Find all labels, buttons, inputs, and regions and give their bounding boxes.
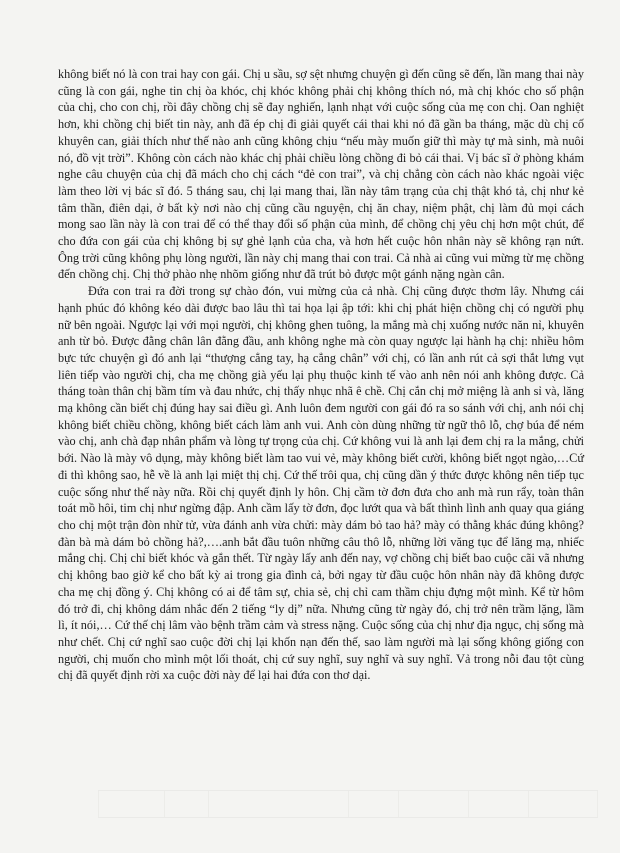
paragraph-2: Đứa con trai ra đời trong sự chào đón, vui mừng của cả nhà. Chị cũng được thơm lây. Nhưng cái hạnh phúc đó không kéo dài được bao lâu thì tai họa lại ập tới: khi chị phát hiện chồng chị có người phụ nữ bên ngoài. Ngược lại với mọi người, chị không ghen tuông, la mắng mà chị xuống nước năn nỉ, khuyên anh từ bỏ. Được đằng chân lân đằng đầu, anh không nghe mà còn quay ngược lại hành hạ chị: nhiều hôm bực tức chuyện gì đó anh lại “thượng cẳng tay, hạ cẳng chân” với chị, có lần anh rút cả sợi thắt lưng vụt liên tiếp vào người chị, cha mẹ chồng già yếu lại phụ thuộc kinh tế vào anh nên nói anh không được. Cả tháng toàn thân chị bầm tím và đau nhức, chị thấy nhục nhã ê chề. Chị cắn chị mở miệng là anh sỉ và, lăng mạ không cần biết chị đúng hay sai điều gì. Anh luôn đem người con gái đó ra so sánh với chị, anh nói chị không biết chiều chồng, không biết cách làm anh vui. Anh còn dùng những từ ngữ thô lỗ, chợ búa để ném vào chị, anh chà đạp nhân phẩm và lòng tự trọng của chị. Cứ không vui là anh lại đem chị ra la mắng, chửi bới. Nào là mày vô dụng, mày không biết làm tao vui vẻ, mày không biết cười, không biết ngọt ngào,…Cứ đi thì không sao, hễ về là anh lại miệt thị chị. Cứ thế trôi qua, chị cũng dần ý thức được không nên tiếp tục cuộc sống như thế này nữa. Rồi chị quyết định ly hôn. Chị cầm tờ đơn đưa cho anh mà run rẩy, toàn thân toát mồ hôi, tim chị như ngừng đập. Anh cầm lấy tờ đơn, đọc lướt qua và bất thình lình anh quay qua giáng cho chị một trận đòn nhừ tử, vừa đánh anh vừa chửi: mày dám bỏ tao hả? mày có thằng khác đúng không? đàn bà mà dám bỏ chồng hả?,….anh bắt đầu tuôn những câu thô lỗ, những lời văng tục để lăng mạ, nhiếc mắng chị. Chị chỉ biết khóc và gắn thết. Từ ngày lấy anh đến nay, vợ chồng chị biết bao cuộc cãi vã nhưng chị không bao giờ kể cho bất kỳ ai trong gia đình cả, bởi ngay từ đầu cuộc hôn nhân này đã không được cha mẹ chị đồng ý. Chị không có ai để tâm sự, chia sẻ, chị chỉ cam thầm chịu đựng một mình. Kể từ hôm đó trở đi, chị không dám nhắc đến 2 tiếng “ly dị” nữa. Nhưng cũng từ ngày đó, chị trở nên trầm lặng, lầm lì, ít nói,… Cứ thế chị lâm vào bệnh trầm cảm và stress nặng. Cuộc sống của chị như địa ngục, chị sống mà như chết. Chị cứ nghĩ sao cuộc đời chị lại khốn nạn đến thế, sao làm người mà lại sống không giống con người, chị muốn cho mình một lối thoát, chị cứ suy nghĩ, suy nghĩ và suy nghĩ. Vả trong nỗi đau tột cùng chị đã quyết định rời xa cuộc đời này để lại hai đứa con thơ dại.: [58, 284, 584, 683]
paragraph-1: không biết nó là con trai hay con gái. Chị u sầu, sợ sệt nhưng chuyện gì đến cũng sẽ đến, lần mang thai này cũng là con gái, nghe tin chị òa khóc, chị khóc không phải chị không thích nó, mà chị khóc cho số phận của chị, cho con chị, rồi đây chồng chị sẽ đay nghiến, lạnh nhạt với cuộc sống của mẹ con chị. Oan nghiệt hơn, khi chồng chị biết tin này, anh đã ép chị đi giải quyết cái thai khi nó đã gần ba tháng, mặc dù chị cố khuyên can, giải thích như thế nào anh cũng không chịu “nếu mày muốn giữ thì mày tự mà sinh, mà nuôi nó, đồ vịt trời”. Không còn cách nào khác chị phải chiều lòng chồng đi bỏ cái thai. Vị bác sĩ ở phòng khám nghe câu chuyện của chị đã mách cho chị cách “đẻ con trai”, và chị chẳng còn cách nào khác ngoài việc làm theo lời vị bác sĩ đó. 5 tháng sau, chị lại mang thai, lần này tâm trạng của chị thật khó tả, chị như kẻ tâm thần, điên dại, ở bất kỳ nơi nào chị cũng cầu nguyện, chị ăn chay, niệm phật, chị làm đủ mọi cách mong sao lần này là con trai để có thể thay đổi số phận của mình, để chồng chị yêu chị hơn một chút, để cho đứa con gái của chị không bị sự ghẻ lạnh của cha, và hơn hết cuộc hôn nhân này sẽ không rạn nứt. Ông trời cũng không phụ lòng người, lần này chị mang thai con trai. Cả nhà ai cũng vui mừng từ mẹ chồng đến chồng chị. Chị thở phào nhẹ nhõm giống như đã trút bỏ được một gánh nặng ngàn cân.: [58, 67, 584, 282]
faint-table-bleedthrough: [98, 790, 598, 818]
